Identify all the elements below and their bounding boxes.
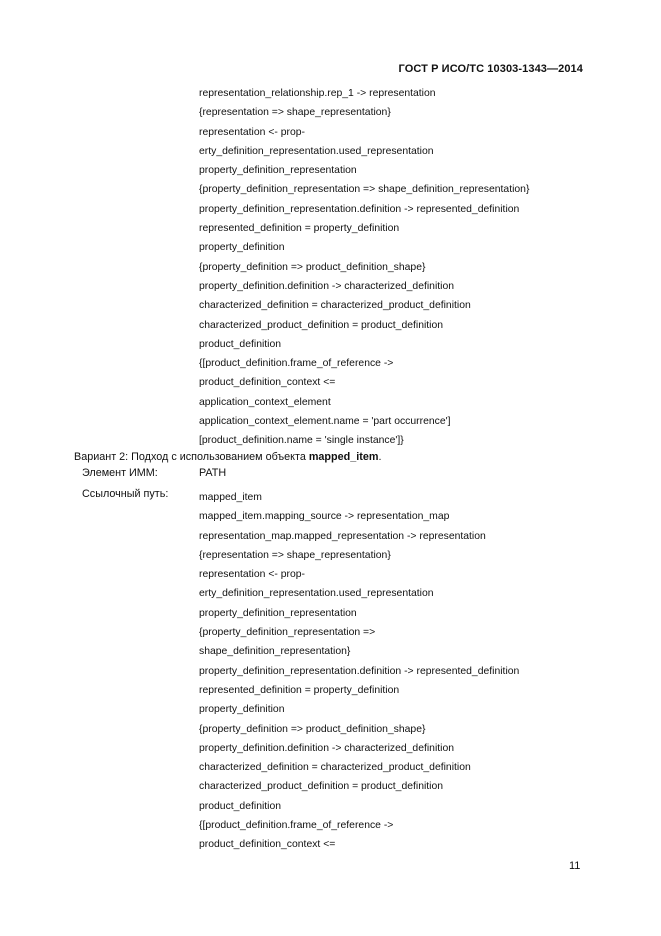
path-line: {[product_definition.frame_of_reference ->	[199, 358, 394, 370]
path-line: [product_definition.name = 'single instance']}	[199, 435, 404, 447]
path-line: application_context_element	[199, 396, 331, 408]
path-line: application_context_element.name = 'part occurrence']	[199, 416, 451, 428]
path-line: erty_definition_representation.used_representation	[199, 145, 434, 157]
path-line: product_definition	[199, 338, 282, 350]
path-line: shape_definition_representation}	[199, 646, 351, 658]
document-header: ГОСТ Р ИСО/ТС 10303-1343—2014	[398, 63, 583, 75]
path-line: representation <- prop-	[199, 569, 305, 581]
path-line: erty_definition_representation.used_representation	[199, 588, 434, 600]
path-line: representation_relationship.rep_1 -> representation	[199, 88, 436, 99]
path-line: property_definition_representation	[199, 607, 357, 619]
path-line: mapped_item.mapping_source -> representation_map	[199, 511, 450, 523]
path-line: property_definition	[199, 704, 285, 716]
path-line: property_definition.definition -> characterized_definition	[199, 280, 455, 292]
path-line: {representation => shape_representation}	[199, 549, 391, 561]
path-line: {[product_definition.frame_of_reference ->	[199, 820, 394, 832]
aim-element-label: Элемент ИММ:	[82, 467, 158, 479]
path-line: property_definition_representation.definition -> represented_definition	[199, 203, 520, 215]
variant-heading	[74, 451, 381, 463]
variant-prefix: Вариант 2: Подход с использованием объекта	[74, 451, 309, 463]
path-line: property_definition.definition -> characterized_definition	[199, 742, 455, 754]
path-line: product_definition	[199, 800, 282, 812]
path-line: product_definition_context <=	[199, 839, 336, 851]
path-line: property_definition_representation.definition -> represented_definition	[199, 665, 520, 677]
path-line: property_definition_representation	[199, 165, 357, 177]
path-line: {representation => shape_representation}	[199, 107, 391, 119]
variant-suffix: .	[378, 451, 382, 463]
path-line: representation_map.mapped_representation -> representation	[199, 530, 486, 542]
path-line: property_definition	[199, 242, 285, 254]
path-line: characterized_definition = characterized_product_definition	[199, 762, 471, 774]
path-line: {property_definition => product_definition_shape}	[199, 723, 426, 735]
path-line: represented_definition = property_definition	[199, 223, 400, 235]
aim-element-value: PATH	[199, 467, 227, 479]
path-line: mapped_item	[199, 492, 262, 503]
path-line: {property_definition_representation =>	[199, 627, 376, 639]
path-line: product_definition_context <=	[199, 377, 336, 389]
path-line: characterized_product_definition = product_definition	[199, 319, 444, 331]
mapping-block-2	[199, 488, 519, 855]
path-line: represented_definition = property_definition	[199, 684, 400, 696]
path-line: representation <- prop-	[199, 126, 305, 138]
path-line: characterized_product_definition = product_definition	[199, 781, 444, 793]
reference-path-label: Ссылочный путь:	[82, 488, 169, 500]
variant-entity: mapped_item	[308, 451, 379, 463]
path-line: {property_definition => product_definition_shape}	[199, 261, 426, 273]
path-line: characterized_definition = characterized_product_definition	[199, 300, 471, 312]
path-line: {property_definition_representation => shape_definition_representation}	[199, 184, 530, 196]
mapping-block-1	[199, 84, 529, 451]
page-number: 11	[569, 860, 581, 872]
